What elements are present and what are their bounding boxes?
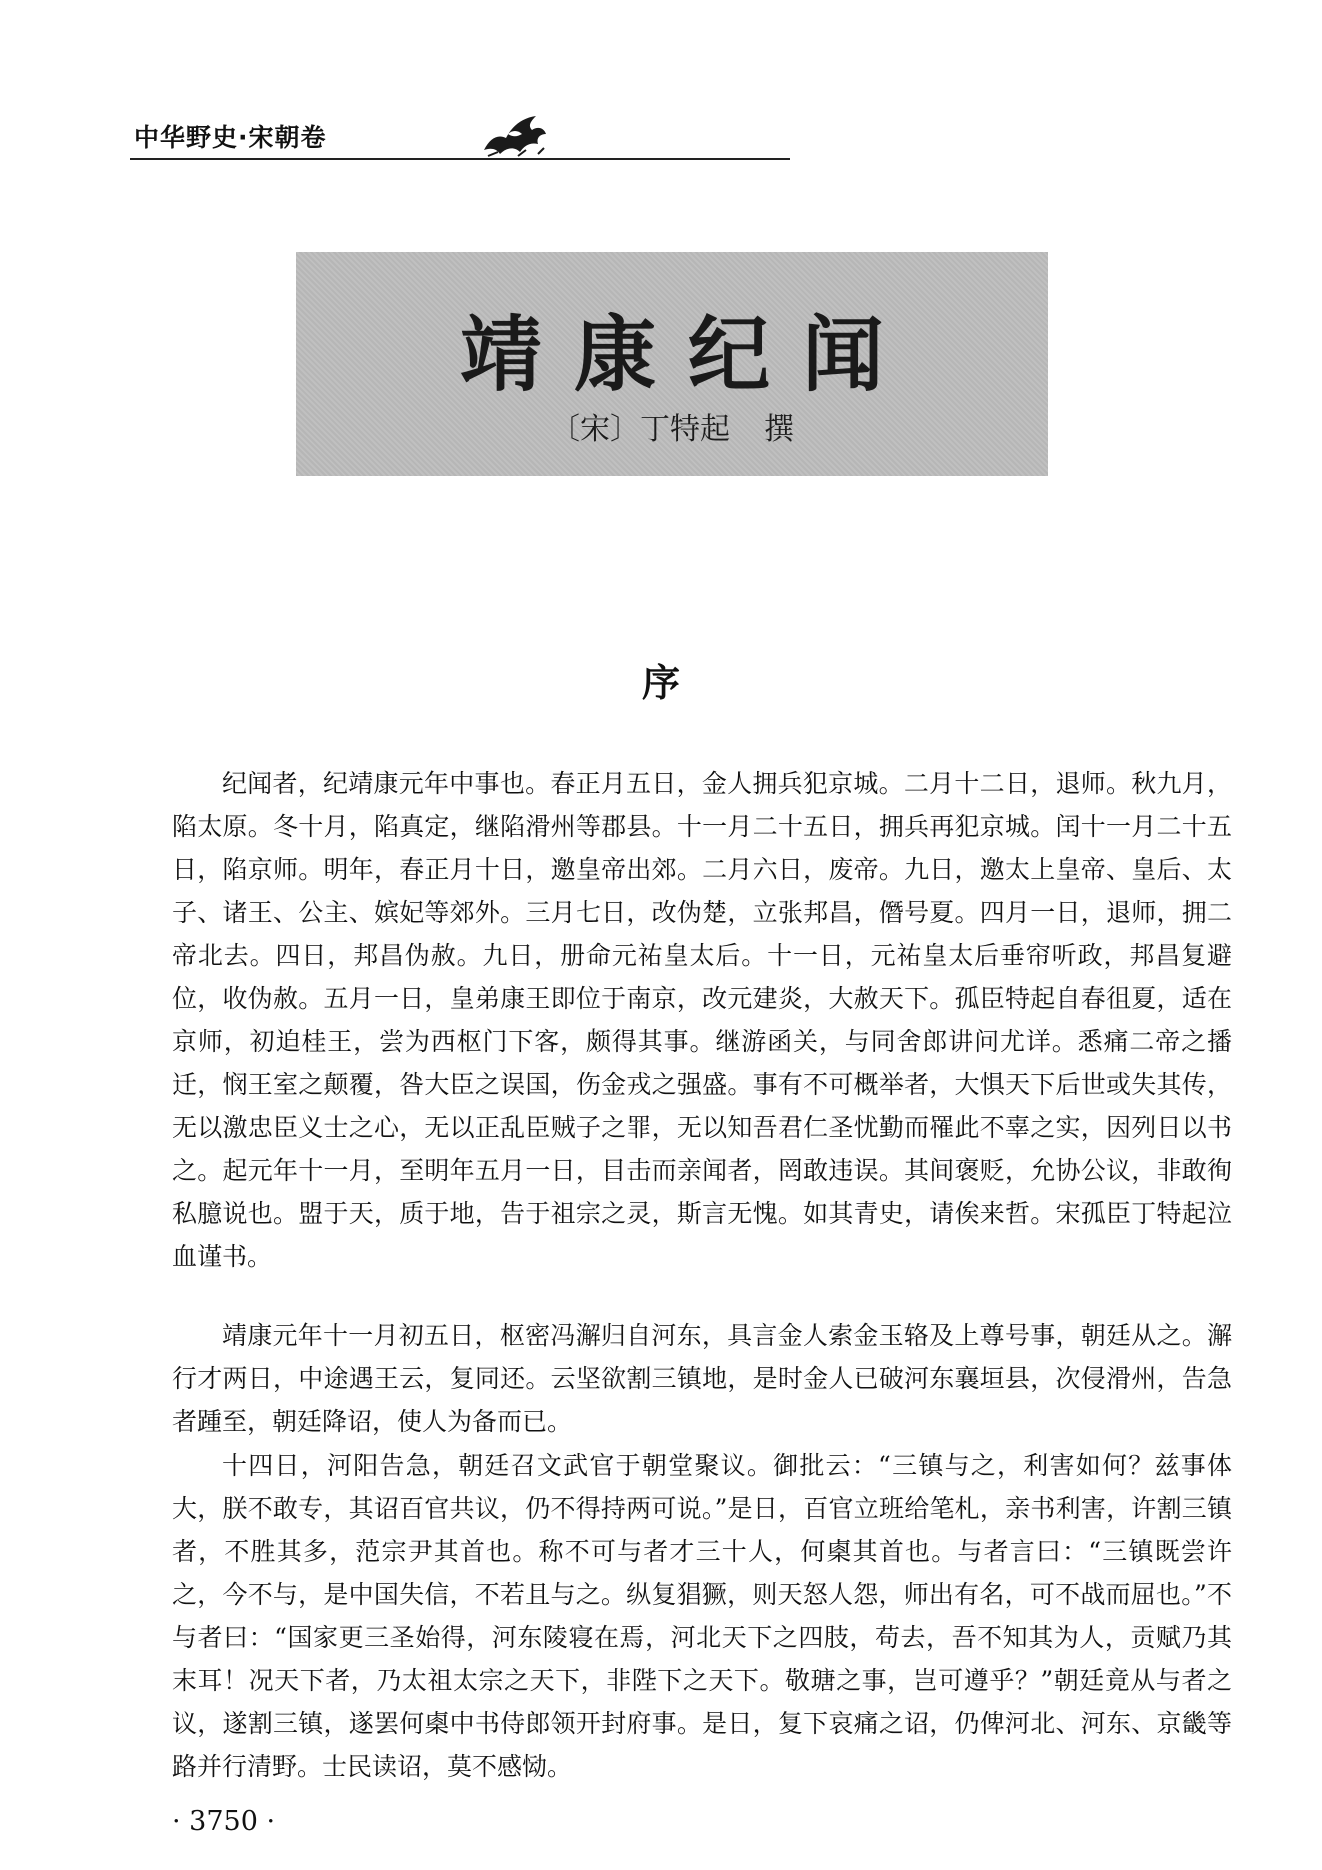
section-title: 序 [641,661,680,705]
preface-paragraph: 纪闻者，纪靖康元年中事也。春正月五日，金人拥兵犯京城。二月十二日，退师。秋九月，陷太原。冬十月，陷真定，继陷滑州等郡县。十一月二十五日，拥兵再犯京城。闰十一月二十五日，陷京师。明年，春正月十日，邀皇帝出郊。二月六日，废帝。九日，邀太上皇帝、皇后、太子、诸王、公主、嫔妃等郊外。三月七日，改伪楚，立张邦昌，僭号夏。四月一日，退师，拥二帝北去。四日，邦昌伪赦。九日，册命元祐皇太后。十一日，元祐皇太后垂帘听政，邦昌复避位，收伪赦。五月一日，皇弟康王即位于南京，改元建炎，大赦天下。孤臣特起自春徂夏，适在京师，初迫桂王，尝为西枢门下客，颇得其事。继游函关，与同舍郎讲问尤详。悉痛二帝之播迁，悯王室之颠覆，咎大臣之误国，伤金戎之强盛。事有不可概举者，大惧天下后世或失其传，无以激忠臣义士之心，无以正乱臣贼子之罪，无以知吾君仁圣忧勤而罹此不辜之实，因列日以书之。起元年十一月，至明年五月一日，目击而亲闻者，罔敢违误。其间褒贬，允协公议，非敢徇私臆说也。盟于天，质于地，告于祖宗之灵，斯言无愧。如其青史，请俟来哲。宋孤臣丁特起泣血谨书。 [172,769,1232,1271]
title-banner [296,252,1048,476]
running-head-title: 中华野史·宋朝卷 [134,123,327,152]
author-role: 撰 [764,412,794,447]
header-rule [130,158,790,160]
body-paragraph-2: 十四日，河阳告急，朝廷召文武官于朝堂聚议。御批云：“三镇与之，利害如何？兹事体大，朕不敢专，其诏百官共议，仍不得持两可说。”是日，百官立班给笔札，亲书利害，许割三镇者，不胜其多，范宗尹其首也。称不可与者才三十人，何㮚其首也。与者言曰：“三镇既尝许之，今不与，是中国失信，不若且与之。纵复猖獗，则天怒人怨，师出有名，可不战而屈也。”不与者曰：“国家更三圣始得，河东陵寝在焉，河北天下之四肢，苟去，吾不知其为人，贡赋乃其末耳！况天下者，乃太祖太宗之天下，非陛下之天下。敬瑭之事，岂可遵乎？”朝廷竟从与者之议，遂割三镇，遂罢何㮚中书侍郎领开封府事。是日，复下哀痛之诏，仍俾河北、河东、京畿等路并行清野。士民读诏，莫不感恸。 [172,1451,1232,1781]
page-number: · 3750 · [172,1806,276,1837]
author-line [296,404,1048,448]
author-name: 〔宋〕丁特起 [550,412,730,447]
body-paragraph-1: 靖康元年十一月初五日，枢密冯澥归自河东，具言金人索金玉辂及上尊号事，朝廷从之。澥行才两日，中途遇王云，复同还。云坚欲割三镇地，是时金人已破河东襄垣县，次侵滑州，告急者踵至，朝廷降诏，使人为备而已。 [172,1321,1232,1436]
dragon-emblem-icon [478,104,550,160]
book-title: 靖康纪闻 [459,307,916,403]
